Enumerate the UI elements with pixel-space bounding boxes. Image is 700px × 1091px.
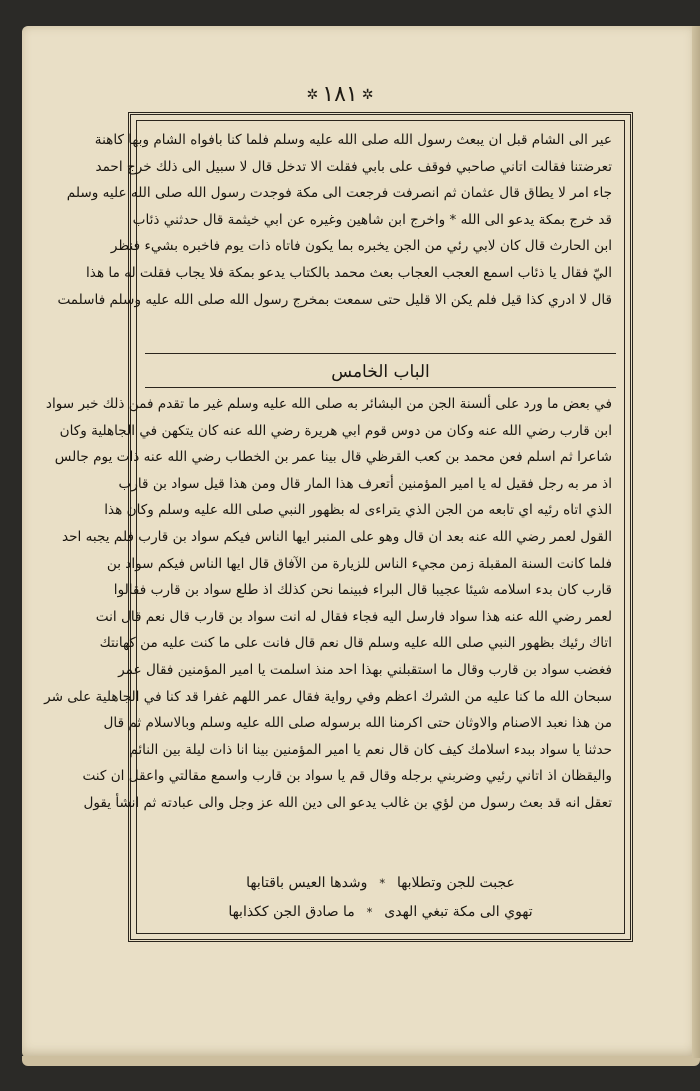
text-line: من هذا نعبد الاصنام والاوثان حتى اكرمنا الله برسوله صلى الله عليه وسلم وبالاسلام ثم قال — [103, 715, 612, 732]
verse-separator-icon: * — [379, 877, 385, 890]
verse-second-hemistich: وشدها العيس باقتابها — [246, 875, 368, 891]
bottom-text-block — [44, 391, 612, 817]
text-line: واليقظان اذ اتاني رئيي وضربني برجله وقال قم يا سواد بن قارب واسمع مقالتي واعقل ان كنت — [82, 768, 612, 785]
text-line: القول لعمر رضي الله عنه بعد ان قال وهو على المنبر ايها الناس فيكم سواد بن قارب فلم يجبه احد — [62, 528, 612, 545]
page-edge — [692, 26, 700, 1058]
text-line: ابن الحارث قال كان لابي رئي من الجن يخبره بما يكون فاتاه ذات يوم فاخبره بشيء فنظر — [110, 238, 612, 255]
text-line: حدثنا يا سواد ببدء اسلامك كيف كان قال نعم يا امير المؤمنين بينا انا ذات ليلة بين النائم — [129, 741, 612, 758]
text-line: فلما كانت السنة المقبلة زمن مجيء الناس للزيارة من الآفاق قال ايها الناس فيكم سواد بن — [106, 555, 612, 572]
poem-verse — [157, 898, 604, 927]
page-number — [275, 82, 405, 108]
text-line: عير الى الشام قبل ان يبعث رسول الله صلى الله عليه وسلم فلما كنا بافواه الشام وبها كاهنة — [94, 132, 612, 148]
ornament-left-icon: ✲ — [361, 87, 374, 103]
divider-rule-top — [145, 353, 616, 354]
text-line: قارب كان بدء اسلامه شيئا عجيبا قال البراء فبينما نحن كذلك اذ طلع سواد بن قارب فقالوا — [113, 582, 612, 599]
text-line: سبحان الله ما كنا عليه من الشرك اعظم وفي رواية فقال عمر اللهم غفرا قد كنا في الجاهلية على شر — [44, 688, 612, 705]
text-frame — [44, 112, 633, 942]
page-number-text: ١٨١ — [322, 82, 358, 107]
top-text-block — [57, 127, 612, 313]
poem-verse — [157, 869, 604, 898]
text-line: تعقل انه قد بعث رسول من لؤي بن غالب يدعو الى دين الله عز وجل والى عبادته ثم انشأ يقول — [83, 794, 612, 811]
text-line: الذي اتاه رئيه اي تابعه من الجن الذي يتراءى له بظهور النبي صلى الله عليه وسلم وكان هذا — [104, 502, 612, 519]
text-line: اذ مر به رجل فقيل له يا امير المؤمنين أتعرف هذا المار قال ومن هذا قيل سواد بن قارب — [118, 475, 612, 492]
text-frame-inner — [44, 120, 625, 934]
poem — [157, 869, 604, 927]
ornament-right-icon: ✲ — [306, 87, 319, 103]
text-line: ابن قارب رضي الله عنه وكان من دوس قوم ابي هريرة رضي الله عنه كان يتكهن في الجاهلية وكان — [59, 422, 612, 439]
verse-first-hemistich: عجبت للجن وتطلابها — [396, 875, 515, 891]
text-line: جاء امر لا يطاق قال عثمان ثم انصرفت فرجعت الى مكة فوجدت رسول الله صلى الله عليه وسلم — [66, 185, 612, 202]
text-line: تعرضتنا فقالت اتاني صاحبي فوقف على بابي فقلت الا تدخل قال لا سبيل الى ذلك خرج احمد — [95, 158, 612, 175]
verse-separator-icon: * — [366, 906, 373, 919]
text-line: شاعرا ثم اسلم فعن محمد بن كعب القرظي قال بينا عمر بن الخطاب رضي الله عنه ذات يوم جالس — [54, 449, 612, 466]
chapter-title: الباب الخامس — [331, 362, 430, 382]
text-line: قد خرج بمكة يدعو الى الله * واخرج ابن شاهين وغيره عن ابي خيثمة قال حدثني ذئاب — [132, 211, 612, 228]
text-line: لعمر رضي الله عنه هذا سواد فارسل اليه فجاء فقال له انت سواد بن قارب قال نعم قال انت — [95, 608, 612, 625]
verse-second-hemistich: ما صادق الجن ككذابها — [228, 904, 355, 920]
verse-first-hemistich: تهوي الى مكة تبغي الهدى — [384, 904, 533, 920]
text-line: قال لا ادري كذا قيل فلم يكن الا قليل حتى سمعت بمخرج رسول الله صلى الله عليه وسلم فاسلمت — [57, 291, 612, 308]
text-line: في بعض ما ورد على ألسنة الجن من البشائر به صلى الله عليه وسلم غير ما تقدم فمن ذلك خبر سواد — [45, 396, 612, 412]
text-line: اتاك رئيك بظهور النبي صلى الله عليه وسلم قال نعم قال فانت على ما كنت عليه من كهانتك — [99, 635, 612, 652]
divider-rule-bottom — [145, 387, 616, 388]
text-line: اليّ فقال يا ذئاب اسمع العجب العجاب بعث محمد بالكتاب يدعو بمكة فلا يجاب فقلت له ما هذا — [86, 264, 612, 281]
text-line: فغضب سواد بن قارب وقال ما استقبلني بهذا احد منذ اسلمت يا امير المؤمنين فقال عمر — [118, 661, 612, 678]
